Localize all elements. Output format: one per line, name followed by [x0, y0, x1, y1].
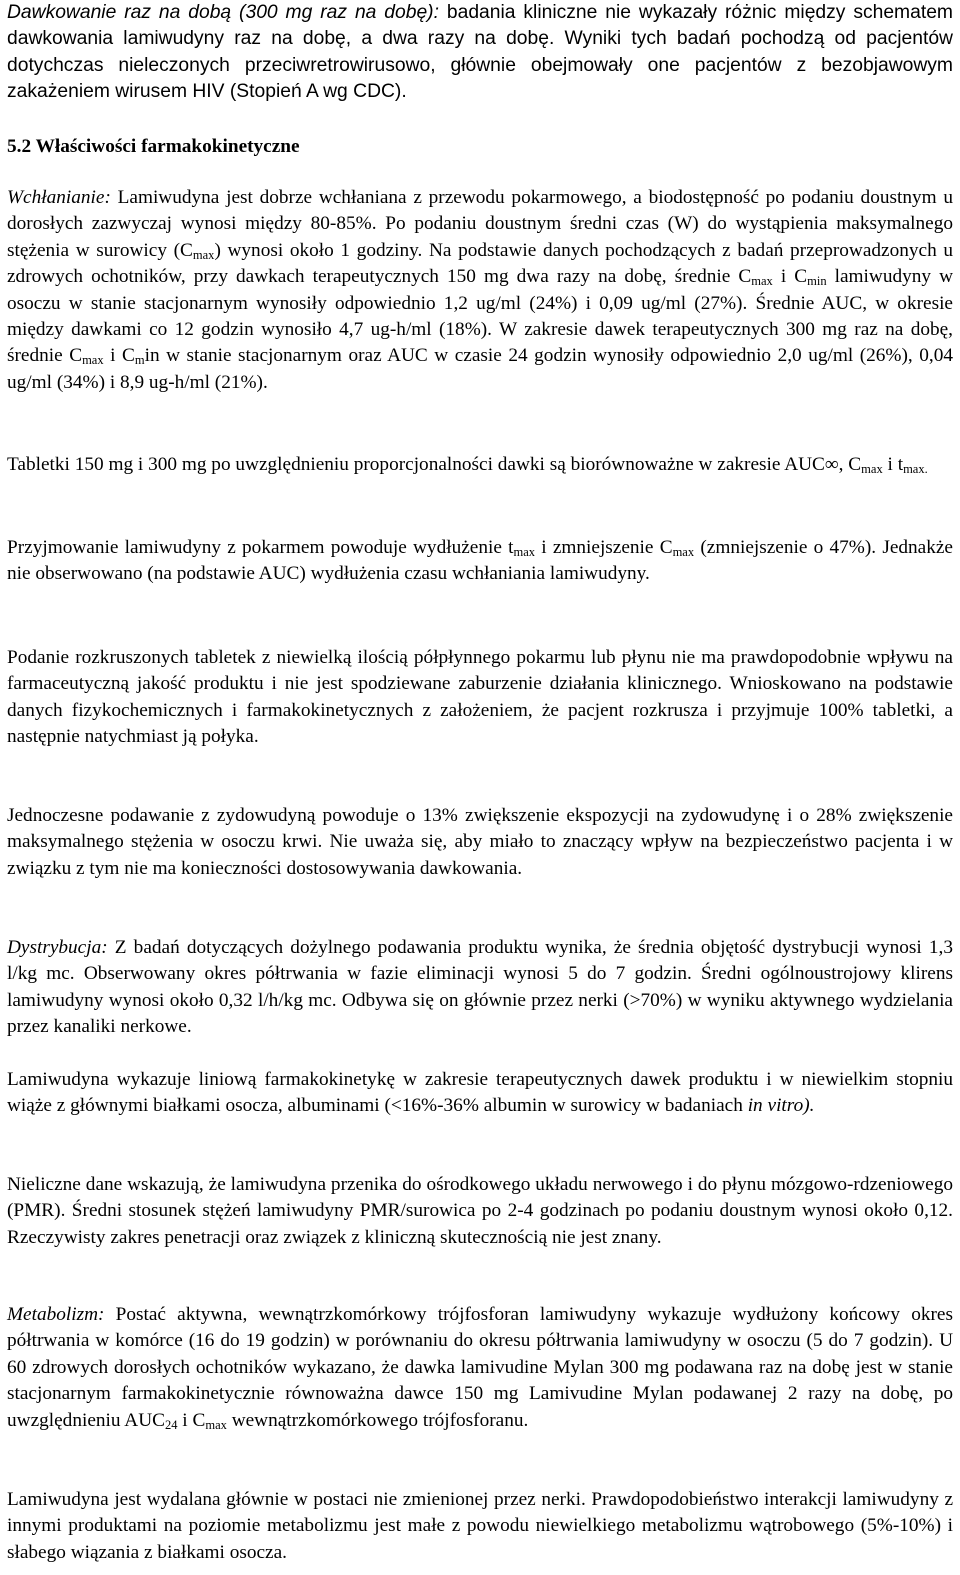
paragraph-lead: Metabolizm:	[7, 1304, 105, 1325]
paragraph-linear-pk	[7, 1067, 953, 1120]
paragraph-metabolism	[7, 1302, 953, 1434]
paragraph-food-effect	[7, 535, 953, 588]
subscript: m	[134, 353, 145, 368]
text-run: i t	[882, 454, 904, 475]
paragraph-text: Z badań dotyczących dożylnego podawania produktu wynika, że średnia objętość dystrybucji wynosi 1,3 l/kg mc. Obserwowany okres półtrwania w fazie eliminacji wynosi 5 do 7 godzin. Średni ogólnoustrojowy klirens lamiwudyny wynosi około 0,32 l/h/kg mc. Odbywa się on głównie przez nerki (>70%) w wyniku aktywnego wydzielania przez kanaliki nerkowe.	[7, 937, 953, 1038]
subscript: max	[192, 247, 215, 262]
text-run: in w stanie stacjonarnym oraz AUC w czasie 24 godzin wynosiły odpowiednio 2,0 ug/ml (26%), 0,04 ug/ml (34%) i 8,9 ug-h/ml (21%).	[7, 345, 953, 393]
text-run: lamiwudyny w osoczu w stanie stacjonarnym wynosiły odpowiednio 1,2 ug/ml (24%) i 0,09 ug/ml (27%). Średnie AUC, w okresie między dawkami co 12 godzin wynosiło 4,7 ug-h/ml (18%). W zakresie dawek terapeutycznych 300 mg raz na dobę, średnie C	[7, 266, 954, 367]
text-run: ) wynosi około 1 godziny. Na podstawie danych pochodzących z badań przeprowadzonych u zdrowych ochotników, przy dawkach terapeutycznych 150 mg dwa razy na dobę, średnie C	[7, 239, 953, 288]
paragraph-crushed-tablets: Podanie rozkruszonych tabletek z niewielką ilością półpłynnego pokarmu lub płynu nie ma prawdopodobnie wpływu na farmaceutyczną jakość produktu i nie jest spodziewane zaburzenie działania klinicznego. Wnioskowano na podstawie danych fizykochemicznych i farmakokinetycznych z założeniem, że pacjent rozkrusza i przyjmuje 100% tabletki, a następnie natychmiast ją połyka.	[7, 647, 953, 748]
text-run: i C	[177, 1409, 206, 1431]
text-run: i zmniejszenie C	[535, 537, 673, 558]
text-run: i C	[103, 345, 135, 367]
subscript: max	[672, 545, 695, 559]
paragraph-cns: Nieliczne dane wskazują, że lamiwudyna przenika do ośrodkowego układu nerwowego i do płynu mózgowo-rdzeniowego (PMR). Średni stosunek stężeń lamiwudyny PMR/surowica po 2-4 godzinach po podaniu doustnym wynosi około 0,12. Rzeczywisty zakres penetracji oraz związek z kliniczną skutecznością nie jest znany.	[7, 1174, 953, 1248]
paragraph-lead: Dawkowanie raz na dobą (300 mg raz na dobę):	[7, 2, 439, 23]
paragraph-text: Lamiwudyna wykazuje liniową farmakokinetykę w zakresie terapeutycznych dawek produktu i w niewielkim stopniu wiąże z głównymi białkami osocza, albuminami (<16%-36% albumin w surowicy w badaniach	[7, 1069, 953, 1117]
text-run: wewnątrzkomórkowego trójfosforanu.	[226, 1409, 529, 1431]
subscript: max	[751, 274, 773, 289]
paragraph-text: badania kliniczne nie wykazały różnic między schematem dawkowania lamiwudyny raz na dobę, a dwa razy na dobę. Wyniki tych badań pochodzą od pacjentów dotychczas nieleczonych przeciwretrowirusowo, głównie obejmowały one pacjentów z bezobjawowym zakażeniem wirusem HIV (Stopień A wg CDC).	[7, 2, 953, 103]
text-run: Postać aktywna, wewnątrzkomórkowy trójfosforan lamiwudyny wykazuje wydłużony końcowy okres półtrwania w komórce (16 do 19 godzin) w porównaniu do okresu półtrwania lamiwudyny w osoczu (5 do 7 godzin). U 60 zdrowych dorosłych ochotników wykazano, że dawka lamivudine Mylan 300 mg podawana raz na dobę jest w stanie stacjonarnym farmakokinetycznie równoważna dawce 150 mg Lamivudine Mylan podawanej 2 razy na dobę, po uwzględnieniu AUC	[7, 1304, 953, 1431]
paragraph-absorption	[7, 185, 953, 396]
paragraph-bioequivalence	[7, 452, 953, 478]
paragraph-dosing-once-daily	[7, 0, 953, 106]
text-run: Lamiwudyna jest dobrze wchłaniana z przewodu pokarmowego, a biodostępność po podaniu doustnym u dorosłych zazwyczaj wynosi między 80-85%. Po podaniu doustnym średni czas (W) do wystąpienia maksymalnego stężenia w surowicy (C	[7, 187, 953, 261]
paragraph-zidovudine: Jednoczesne podawanie z zydowudyną powoduje o 13% zwiększenie ekspozycji na zydowudynę i o 28% zwiększenie maksymalnego stężenia w osoczu krwi. Nie uważa się, aby miało to znaczący wpływ na bezpieczeństwo pacjenta i w związku z tym nie ma konieczności dostosowywania dawkowania.	[7, 805, 953, 879]
text-run: (zmniejszenie o 47%). Jednakże nie obserwowano (na podstawie AUC) wydłużenia czasu wchłaniania lamiwudyny.	[7, 537, 953, 585]
paragraph-distribution	[7, 935, 953, 1041]
text-run: i C	[772, 266, 808, 288]
subscript: max	[82, 353, 104, 368]
text-run: Przyjmowanie lamiwudyny z pokarmem powoduje wydłużenie t	[7, 537, 514, 558]
subscript: max	[205, 1417, 227, 1432]
section-heading: 5.2 Właściwości farmakokinetyczne	[7, 136, 300, 157]
paragraph-lead: Wchłanianie:	[7, 187, 111, 208]
subscript: min	[807, 274, 827, 289]
subscript: max.	[903, 462, 928, 476]
subscript: max	[513, 545, 535, 559]
paragraph-lead: Dystrybucja:	[7, 937, 108, 958]
subscript: 24	[164, 1417, 178, 1432]
italic-text: in vitro).	[747, 1095, 815, 1117]
text-run: Tabletki 150 mg i 300 mg po uwzględnieniu proporcjonalności dawki są biorównoważne w zakresie AUC∞, C	[7, 454, 862, 475]
subscript: max	[861, 462, 883, 476]
paragraph-excretion: Lamiwudyna jest wydalana głównie w postaci nie zmienionej przez nerki. Prawdopodobieństwo interakcji lamiwudyny z innymi produktami na poziomie metabolizmu jest małe z powodu niewielkiego metabolizmu wątrobowego (5%-10%) i słabego wiązania z białkami osocza.	[7, 1489, 953, 1563]
